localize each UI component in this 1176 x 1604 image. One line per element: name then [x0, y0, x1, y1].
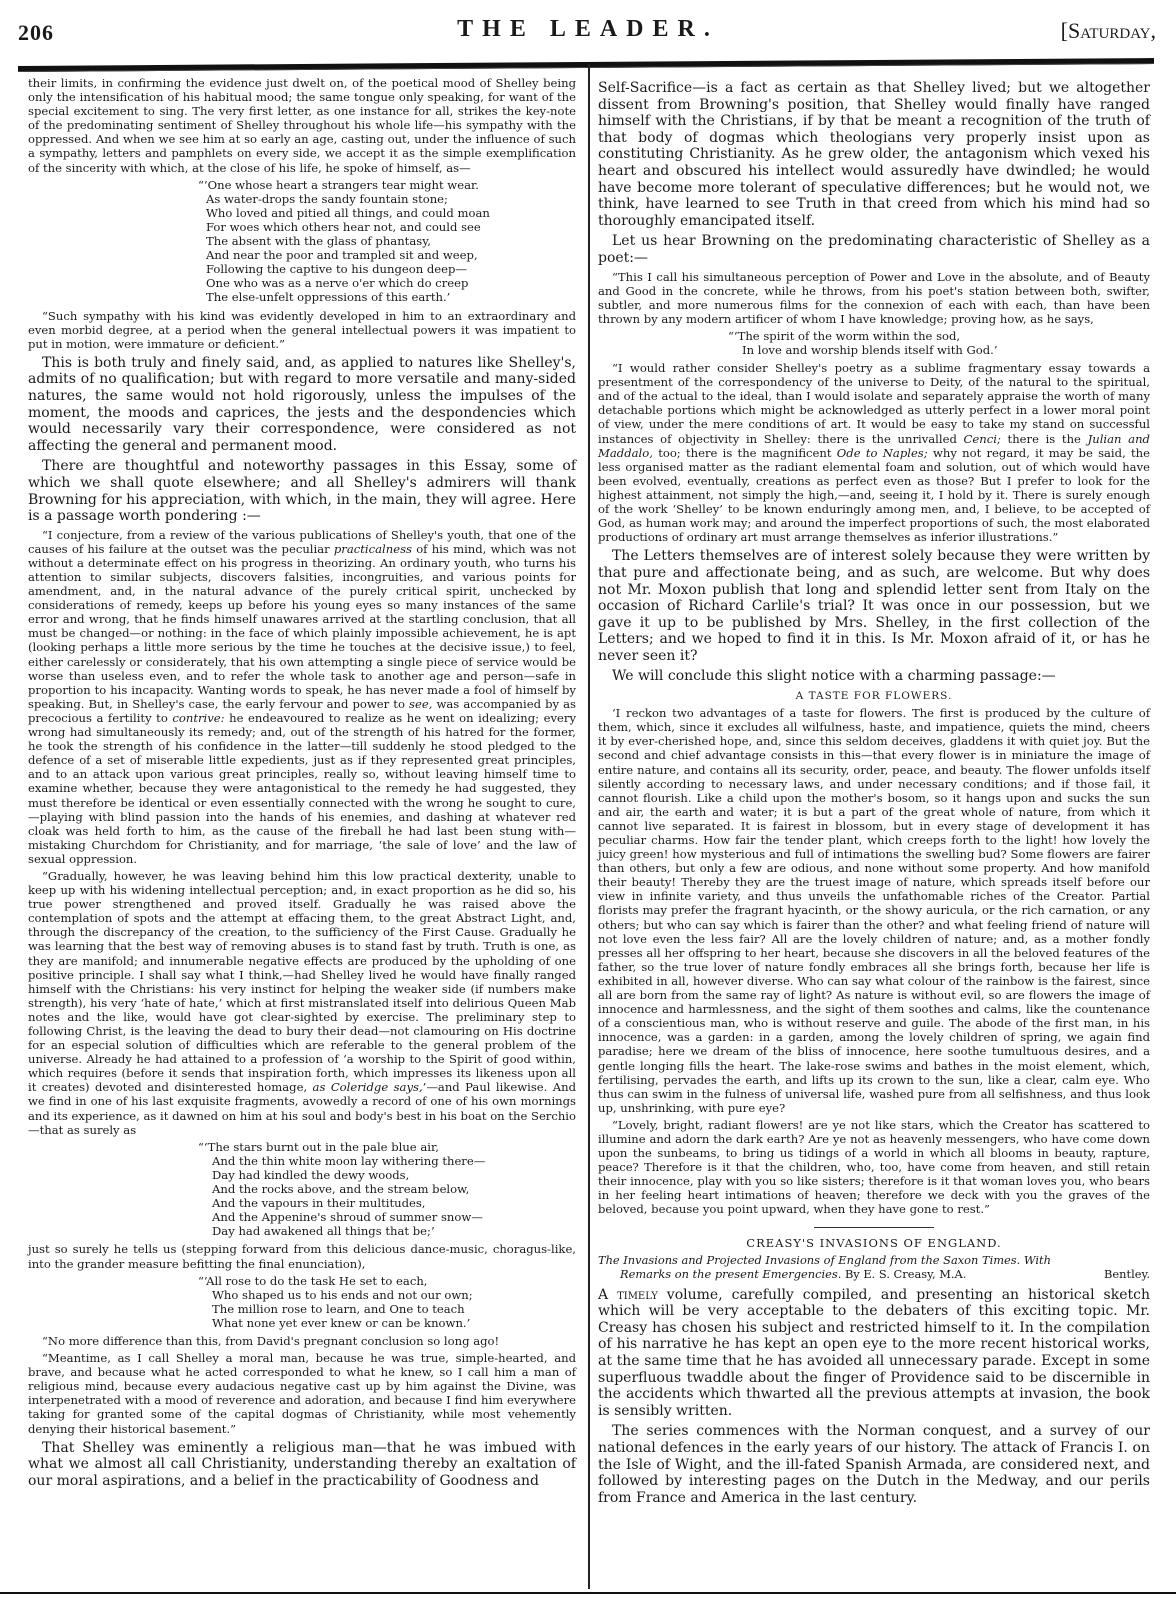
paragraph: The Letters themselves are of interest solely because they were written by that pure and affectionate being, and as such, are welcome. But why does not Mr. Moxon publish that long and splendid letter sent from Italy on the occasion of Richard Carlile's trial? It was once in our possession, but we gave it up to be published by Mrs. Shelley, in the first collection of the Letters; and we hoped to find it in this. Is Mr. Moxon afraid of it, or has he never seen it? — [598, 548, 1150, 664]
book-title-line: The Invasions and Projected Invasions of England from the Saxon Times. With — [598, 1252, 1051, 1267]
paragraph: Let us hear Browning on the predominating characteristic of Shelley as a poet:— — [598, 233, 1150, 266]
book-title-line: Remarks on the present Emergencies. By E. S. Creasy, M.A. Bentley. — [620, 1266, 1150, 1281]
verse-line: Day had awakened all things that be;’ — [212, 1224, 435, 1239]
paragraph: “No more difference than this, from David's pregnant conclusion so long ago! — [42, 1333, 500, 1348]
verse-line: And near the poor and trampled sit and weep, — [206, 248, 478, 263]
paragraph: This is both truly and finely said, and, as applied to natures like Shelley's, admits of no qualification; but with regard to more versatile and many-sided natures, the same would not hold rigorously, unless the impulses of the moment, the moods and caprices, the jests and the despondencies which would necessarily vary their correspondence, were considered as not affecting the general and permanent mood. — [28, 354, 576, 454]
verse-line: For woes which others hear not, and could see — [206, 219, 481, 234]
verse-line: And the rocks above, and the stream below, — [212, 1182, 470, 1197]
paragraph: We will conclude this slight notice with a charming passage:— — [612, 668, 1056, 685]
paragraph: just so surely he tells us (stepping forward from this delicious dance-music, choragus-like, into the grander measure befitting the final enunciation), — [28, 1242, 576, 1271]
paragraph: The series commences with the Norman conquest, and a survey of our national defences in the early years of our history. The attack of Francis I. on the Isle of Wight, and the ill-fated Spanish Armada, are considered next, and followed by interesting pages on the Dutch in the Medway, and our perils from France and America in the last century. — [598, 1423, 1150, 1506]
verse-quotation — [28, 1274, 576, 1330]
issue-day: [Saturday, — [1060, 18, 1156, 43]
paragraph: “I would rather consider Shelley's poetry as a sublime fragmentary essay towards a presentment of the correspondency of the universe to Deity, of the natural to the spiritual, and of the actual to the ideal, than I would isolate and separately appraise the worth of many detachable portions which might be acknowledged as utterly perfect in a lower moral point of view, under the mere conditions of art. It would be easy to take my stand on successful instances of objectivity in Shelley: there is the unrivalled Cenci; there is the Julian and Maddalo, too; there is the magnificent Ode to Naples; why not regard, it may be said, the less organised matter as the radiant elemental foam and solution, out of which would have been evolved, eventually, creations as perfect even as those? But I prefer to look for the highest attainment, not simply the high,—and, seeing it, I hold by it. There is surely enough of the work ‘Shelley’ to be known enduringly among men, and, I believe, to be accepted of God, as human work may; and around the imperfect proportions of such, the most elaborated productions of ordinary art must arrange themselves as inferior illustrations.” — [598, 361, 1151, 545]
paragraph: “This I call his simultaneous perception of Power and Love in the absolute, and of Beauty and Good in the concrete, while he throws, from his poet's station between both, swifter, subtler, and more numerous films for the connexion of each with each, than have been thrown by any modern artificer of whom I have knowledge; proving how, as he says, — [598, 269, 1150, 326]
paragraph: A timely volume, carefully compiled, and presenting an historical sketch which will be very acceptable to the debaters of this exciting topic. Mr. Creasy has chosen his subject and restricted himself to it. In the compilation of his narrative he has kept an open eye to the more recent historical works, at the same time that he has avoided all unnecessary parade. Except in some superfluous twaddle about the finger of Providence said to be discernible in the accidents which thwarted all the previous attempts at invasion, the book is sensibly written. — [598, 1286, 1150, 1419]
paragraph: ‘I reckon two advantages of a taste for flowers. The first is produced by the culture of them, which, since it excludes all wilfulness, haste, and impatience, quiets the mind, cheers it by ever-cherished hope, and, since this seldom deceives, gladdens it with quiet joy. But the second and chief advantage consists in this—that every flower is in miniature the image of entire nature, and contains all its security, order, peace, and beauty. The flower unfolds itself silently according to necessary laws, and under necessary conditions; and if those fail, it cannot flourish. Like a child upon the mother's bosom, so it hangs upon and sucks the sun and air, the earth and water; it is but a part of the great whole of nature, from which it cannot live separated. It is fairest in blossom, but in every stage of development it has peculiar charms. How fair the tender plant, which creeps forth to the light! how lovely the juicy green! how mysterious and full of intimations the swelling bud? Some flowers are fairer than others, but only a few are odious, and none without some property. And how manifold their beauty! Thereby they are the truest image of nature, which spreads itself before our view in infinite variety, and thus unveils the unfathomable riches of the Creator. Partial florists may prefer the fragrant hyacinth, or the showy auricula, or the rich carnation, or any others; but who can say which is fairer than the other? and what feeling friend of nature will not love even the less fair? All are the lovely children of nature; and, as a mother fondly presses all her offspring to her heart, because she discovers in all the beloved features of the father, so the true lover of nature fondly embraces all she brings forth, because her life is exhibited in all, however diverse. Who can say what colour of the rainbow is the fairest, since all are born from the same ray of light? As nature is without evil, so are flowers the image of innocence and harmlessness, and the sight of them soothes and calms, like the countenance of a conscientious man, who is without reserve and guile. The abode of the first man, in his innocence, was a garden: in a garden, among the lovely children of spring, we again find paradise; here we dream of the bliss of innocence, here soothe tumultuous desires, and a gentle longing fills the heart. The lake-rose swims and bathes in the moist element, which, fertilising, pervades the earth, and lifts up its crown to the sun, like a clear, calm eye. Who thus can swim in the fulness of universal life, washed pure from all selfishness, and thus look up, unshrinking, with pure eye? — [598, 706, 1150, 1115]
newspaper-title: THE LEADER. — [457, 16, 719, 42]
book-publisher: Bentley. — [1104, 1266, 1150, 1281]
paragraph: There are thoughtful and noteworthy passages in this Essay, some of which we shall quote elsewhere; and all Shelley's admirers will thank Browning for his appreciation, with which, in the main, they will agree. Here is a passage worth pondering :— — [28, 458, 576, 525]
verse-line: “‘The spirit of the worm within the sod, — [728, 328, 961, 343]
verse-line: The else-unfelt oppressions of this earth.’ — [206, 290, 451, 305]
section-heading: A TASTE FOR FLOWERS. — [795, 690, 953, 703]
verse-line: The million rose to learn, and One to teach — [212, 1301, 465, 1316]
paragraph: That Shelley was eminently a religious man—that he was imbued with what we almost all call Christianity, understanding thereby an exaltation of our moral aspirations, and a belief in the practicability of Goodness and — [28, 1439, 576, 1489]
section-separator — [814, 1227, 934, 1228]
verse-quotation — [28, 178, 576, 305]
paragraph: “Such sympathy with his kind was evidently developed in him to an extraordinary and even morbid degree, at a period when the general intellectual powers it was impatient to put in motion, were immature or deficient.” — [28, 308, 576, 351]
paragraph: “Lovely, bright, radiant flowers! are ye not like stars, which the Creator has scattered to illumine and adorn the dark earth? Are ye not as heavenly messengers, who have come down upon the sunbeams, to bring us tidings of a world in which all blooms in beauty, rapture, peace? Therefore is it that the children, who, too, have come from heaven, and still retain their innocence, play with you so like sisters; therefore is it that woman loves you, who bears in her feeling heart intimations of heaven; therefore we deck with you the graves of the beloved, because you point upward, when they have gone to rest.” — [598, 1117, 1150, 1217]
paragraph: their limits, in confirming the evidence just dwelt on, of the poetical mood of Shelley being only the intensification of his habitual mood; the same tongue only speaking, for want of the special excitement to sing. The very first letter, as one instance for all, strikes the key-note of the predominating sentiment of Shelley throughout his whole life—his sympathy with the oppressed. And when we see him at so early an age, casting out, under the influence of such a sympathy, letters and pamphlets on every side, we accept it as the simple exemplification of the sincerity with which, at the close of his life, he spoke of himself, as— — [28, 76, 576, 175]
right-column — [598, 76, 1150, 1509]
paragraph: “I conjecture, from a review of the various publications of Shelley's youth, that one of the causes of his failure at the outset was the peculiar practicalness of his mind, which was not without a determinate effect on his progress in theorizing. An ordinary youth, who turns his attention to similar subjects, discovers falsities, incongruities, and various points for amendment, and, in the natural advance of the purely critical spirit, unchecked by considerations of remedy, keeps up before his young eyes so many instances of the same error and wrong, that he finds himself unawares arrived at the startling conclusion, that all must be changed—or nothing: in the face of which plainly impossible achievement, he is apt (looking perhaps a little more serious by the time he touches at the decisive issue,) to feel, either carelessly or considerately, that his own attempting a single piece of service would be worse than useless even, and to refer the whole task to another age and person—safe in proportion to his incapacity. Wanting words to speak, he has never made a fool of himself by speaking. But, in Shelley's case, the early fervour and power to see, was accompanied by as precocious a fertility to contrive: he endeavoured to realize as he went on idealizing; every wrong had simultaneously its remedy; and, out of the strength of his hatred for the former, he took the strength of his confidence in the latter—till suddenly he stood pledged to the defence of a set of miserable little expedients, just as if they represented great principles, and to an attack upon various great principles, really so, without leaving himself time to examine whether, because they were antagonistical to the remedy he had suggested, they must therefore be identical or even essentially connected with the wrong he sought to cure,—playing with blind passion into the hands of his enemies, and dashing at whatever red cloak was held forth to him, as the cause of the fireball he had last been stung with—mistaking Churchdom for Christianity, and for marriage, ‘the sale of love’ and the law of sexual oppression. — [28, 527, 577, 866]
verse-line: Who loved and pitied all things, and could moan — [206, 205, 490, 220]
masthead — [0, 0, 1176, 62]
verse-line: Who shaped us to his ends and not our own; — [212, 1287, 473, 1302]
verse-line: “‘The stars burnt out in the pale blue air, — [198, 1139, 439, 1154]
verse-line: And the thin white moon lay withering there— — [212, 1153, 486, 1168]
verse-line: And the Appenine's shroud of summer snow— — [212, 1210, 483, 1225]
verse-line: The absent with the glass of phantasy, — [206, 234, 431, 249]
review-heading: CREASY'S INVASIONS OF ENGLAND. — [746, 1235, 1002, 1250]
verse-line: “‘All rose to do the task He set to each, — [198, 1273, 428, 1288]
verse-line: And the vapours in their multitudes, — [212, 1196, 426, 1211]
column-divider — [588, 64, 590, 1589]
verse-line: What none yet ever knew or can be known.’ — [212, 1315, 471, 1330]
verse-line: Following the captive to his dungeon deep— — [206, 262, 468, 277]
verse-quotation — [28, 1140, 576, 1239]
verse-line: One who was as a nerve o'er which do creep — [206, 276, 469, 291]
verse-line: “‘One whose heart a strangers tear might wear. — [198, 177, 479, 192]
paragraph: Self-Sacrifice—is a fact as certain as that Shelley lived; but we altogether dissent from Browning's position, that Shelley would finally have ranged himself with the Christians, if by that be meant a recognition of the truth of that body of dogmas which theologians very properly insist upon as constituting Christianity. As he grew older, the antagonism which vexed his heart and obscured his intellect would assuredly have dwindled; he would have become more tolerant of speculative differences; but he would not, we think, have learned to see Truth in that creed from which his mind had so thoroughly emancipated itself. — [598, 80, 1150, 229]
verse-line: Day had kindled the dewy woods, — [212, 1167, 410, 1182]
verse-line: In love and worship blends itself with God.’ — [742, 343, 998, 357]
left-column — [28, 76, 576, 1492]
book-citation — [598, 1253, 1150, 1281]
page-number: 206 — [18, 20, 54, 45]
book-author: By E. S. Creasy, M.A. — [844, 1266, 967, 1281]
verse-quotation — [598, 329, 1150, 357]
bottom-rule — [0, 1592, 1176, 1594]
verse-line: As water-drops the sandy fountain stone; — [206, 191, 448, 206]
paragraph: “Gradually, however, he was leaving behind him this low practical dexterity, unable to keep up with his widening intellectual perception; and, in exact proportion as he did so, his true power strengthened and proved itself. Gradually he was raised above the contemplation of spots and the attempt at effacing them, to the great Abstract Light, and, through the discrepancy of the creation, to the sufficiency of the First Cause. Gradually he was learning that the best way of removing abuses is to stand fast by truth. Truth is one, as they are manifold; and innumerable negative effects are produced by the upholding of one positive principle. I shall say what I think,—had Shelley lived he would have finally ranged himself with the Christians: his very instinct for helping the weaker side (if numbers make strength), his very ‘hate of hate,’ which at first mistranslated itself into delirious Queen Mab notes and the like, would have got clear-sighted by exercise. The preliminary step to following Christ, is the leaving the dead to bury their dead—not clamouring on His doctrine for an especial solution of difficulties which are referable to the general problem of the universe. Already he had attained to a profession of ‘a worship to the Spirit of good within, which requires (before it sends that inspiration forth, which impresses its likeness upon all it creates) devoted and disinterested homage, as Coleridge says,’—and Paul likewise. And we find in one of his last exquisite fragments, avowedly a record of one of his own mornings and its experience, as it dawned on him at his soul and body's best in his boat on the Serchio—that as surely as — [28, 868, 576, 1137]
paragraph: “Meantime, as I call Shelley a moral man, because he was true, simple-hearted, and brave, and because what he acted corresponded to what he knew, so I call him a man of religious mind, because every audacious negative cast up by him against the Divine, was interpenetrated with a mood of reverence and adoration, and because I find him everywhere taking for granted some of the capital dogmas of Christianity, while most vehemently denying their historical basement.” — [28, 1351, 576, 1436]
